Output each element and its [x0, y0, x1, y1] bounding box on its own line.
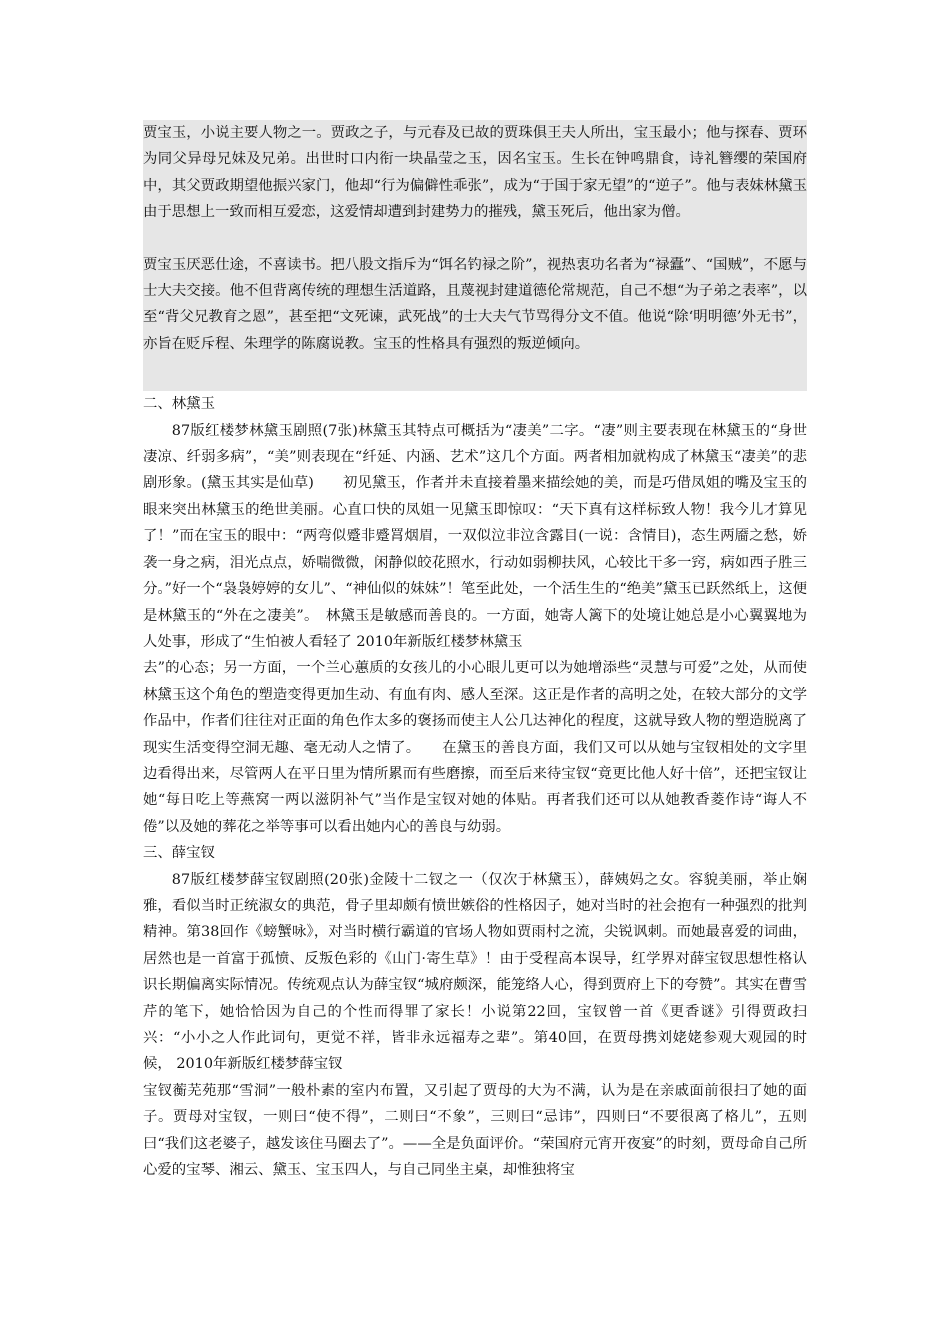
paragraph-gap	[143, 357, 807, 383]
image-caption: 2010年新版红楼梦薛宝钗	[176, 1056, 343, 1073]
image-caption: 2010年新版红楼梦林黛玉	[356, 633, 523, 650]
paragraph-text: 87版红楼梦薛宝钗剧照(20张)金陵十二钗之一（仅次于林黛玉），薛姨妈之女。容貌美丽，举止娴雅，看似当时正统淑女的典范，骨子里却颇有愤世嫉俗的性格因子，她对当时的社会抱有一种强烈的批判精神。第38回作《螃蟹咏》，对当时横行霸道的官场人物如贾雨村之流，尖锐讽刺。而她最喜爱的词曲，居然也是一首富于孤愤、反叛色彩的《山门·寄生草》！由于受程高本误导，红学界对薛宝钗思想性格认识长期偏离实际情况。传统观点认为薛宝钗“城府颇深，能笼络人心，得到贾府上下的夸赞”。其实在曹雪芹的笔下，她恰恰因为自己的个性而得罪了家长！小说第22回，宝钗曾一首《更香谜》引得贾政扫兴：“小小之人作此词句，更觉不祥，皆非永远福寿之辈”。第40回，在贾母携刘姥姥参观大观园的时候，	[143, 871, 807, 1073]
section-heading-lin-daiyu: 二、林黛玉	[143, 396, 215, 413]
body-paragraph: 贾宝玉厌恶仕途，不喜读书。把八股文指斥为“饵名钓禄之阶”，视热衷功名者为“禄蠹”、“国贼”，不愿与士大夫交接。他不但背离传统的理想生活道路，且蔑视封建道德伦常规范，自己不想“为子弟之表率”，以至“背父兄教育之恩”，甚至把“文死谏，武死战”的士大夫气节骂得分文不值。他说“除‘明明德’外无书”，亦旨在贬斥程、朱理学的陈腐说教。宝玉的性格具有强烈的叛逆倾向。	[143, 256, 807, 352]
body-paragraph: 贾宝玉，小说主要人物之一。贾政之子，与元春及已故的贾珠俱王夫人所出，宝玉最小；他与探春、贾环为同父异母兄妹及兄弟。出世时口内衔一块晶莹之玉，因名宝玉。生长在钟鸣鼎食，诗礼簪缨的荣国府中，其父贾政期望他振兴家门，他却“行为偏僻性乖张”，成为“于国于家无望”的“逆子”。他与表妹林黛玉由于思想上一致而相互爱恋，这爱情却遭到封建势力的摧残，黛玉死后，他出家为僧。	[143, 125, 807, 221]
section-heading-xue-baochai: 三、薛宝钗	[143, 845, 215, 862]
document-page	[143, 120, 807, 1183]
body-paragraph	[143, 418, 807, 656]
body-paragraph: 宝钗蘅芜苑那“雪洞”一般朴素的室内布置，又引起了贾母的大为不满，认为是在亲戚面前很扫了她的面子。贾母对宝钗，一则曰“使不得”，二则曰“不象”，三则曰“忌讳”，四则曰“不要很离了格儿”，五则曰“我们这老婆子，越发该住马圈去了”。——全是负面评价。“荣国府元宵开夜宴”的时刻，贾母命自己所心爱的宝琴、湘云、黛玉、宝玉四人，与自己同坐主桌，却惟独将宝	[143, 1082, 807, 1179]
paragraph-text: 87版红楼梦林黛玉剧照(7张)林黛玉其特点可概括为“凄美”二字。“凄”则主要表现在林黛玉的“身世凄凉、纤弱多病”，“美”则表现在“纤延、内涵、艺术”这几个方面。两者相加就构成了林黛玉“凄美”的悲剧形象。(黛玉其实是仙草) 初见黛玉，作者并未直接着墨来描绘她的美，而是巧借凤姐的嘴及宝玉的眼来突出林黛玉的绝世美丽。心直口快的凤姐一见黛玉即惊叹：“天下真有这样标致人物！我今儿才算见了！”而在宝玉的眼中：“两弯似蹙非蹙罥烟眉，一双似泣非泣含露目(一说：含情目)，态生两靥之愁，娇袭一身之病，泪光点点，娇喘微微，闲静似皎花照水，行动如弱柳扶风，心较比干多一窍，病如西子胜三分。”好一个“袅袅婷婷的女儿”、“神仙似的妹妹”！笔至此处，一个活生生的“绝美”黛玉已跃然纸上，这便是林黛玉的“外在之凄美”。 林黛玉是敏感而善良的。一方面，她寄人篱下的处境让她总是小心翼翼地为人处事，形成了“生怕被人看轻了	[143, 422, 807, 650]
paragraph-gap	[143, 226, 807, 252]
body-paragraph	[143, 867, 807, 1078]
body-paragraph: 去”的心态；另一方面，一个兰心蕙质的女孩儿的小心眼儿更可以为她增添些“灵慧与可爱”之处，从而使林黛玉这个角色的塑造变得更加生动、有血有肉、感人至深。这正是作者的高明之处，在较大部分的文学作品中，作者们往往对正面的角色作太多的褒扬而使主人公几达神化的程度，这就导致人物的塑造脱离了现实生活变得空洞无趣、毫无动人之情了。 在黛玉的善良方面，我们又可以从她与宝钗相处的文字里边看得出来，尽管两人在平日里为情所累而有些磨擦，而至后来待宝钗“竟更比他人好十倍”，还把宝钗让她“每日吃上等燕窝一两以滋阴补气”当作是宝钗对她的体贴。再者我们还可以从她教香菱作诗“诲人不倦”以及她的葬花之举等事可以看出她内心的善良与幼弱。	[143, 660, 807, 835]
intro-shaded-block	[143, 120, 807, 391]
